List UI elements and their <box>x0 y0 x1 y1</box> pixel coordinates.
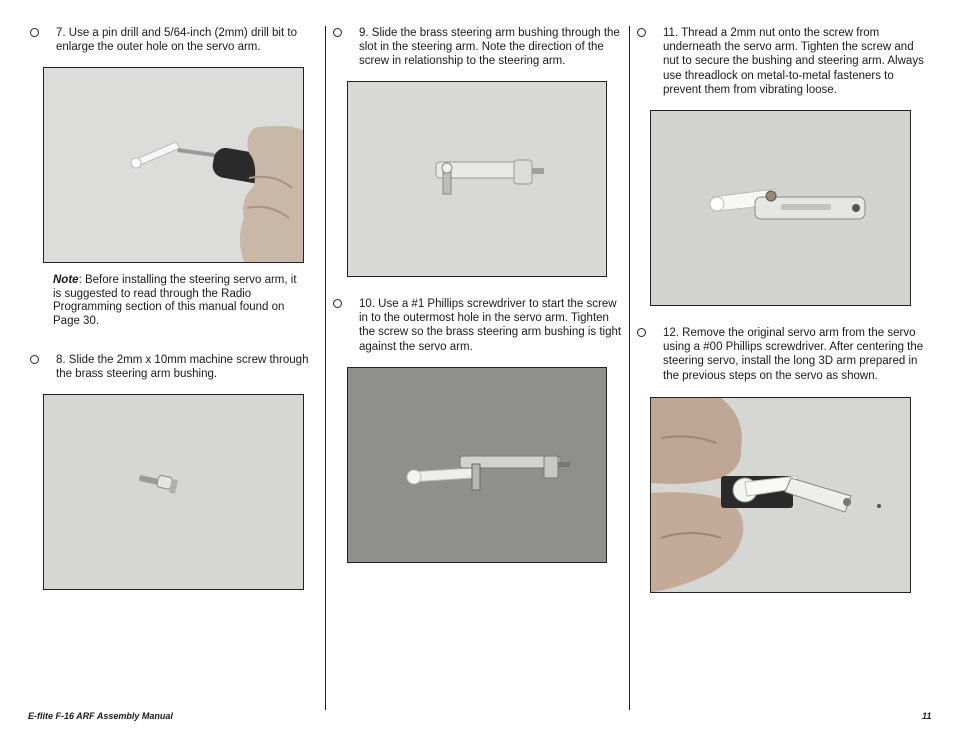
footer-page-number: 11 <box>922 711 932 721</box>
note-body: : Before installing the steering servo arm, it is suggested to read through the Radio Programming section of this manual found on Page 30. <box>53 274 297 327</box>
checkbox-circle-icon <box>30 28 39 37</box>
step-9-photo <box>347 81 607 277</box>
step-7-photo <box>43 67 304 263</box>
step-10-photo <box>347 367 607 563</box>
column-divider-left <box>325 26 326 710</box>
servo-installed-photo-illustration <box>651 398 910 592</box>
step-8-text: 8. Slide the 2mm x 10mm machine screw through the brass steering arm bushing. <box>56 354 309 381</box>
bushing-photo-illustration <box>44 395 303 589</box>
step-11-photo <box>650 110 911 306</box>
step-9-text: 9. Slide the brass steering arm bushing through the slot in the steering arm. Note the direction of the screw in relationship to the steering arm. <box>359 27 620 68</box>
servo-arm-assembly-photo-illustration <box>348 368 606 562</box>
checkbox-circle-icon <box>30 355 39 364</box>
note-label: Note <box>53 274 79 286</box>
checkbox-circle-icon <box>333 28 342 37</box>
checkbox-circle-icon <box>637 28 646 37</box>
step-7-text: 7. Use a pin drill and 5/64-inch (2mm) drill bit to enlarge the outer hole on the servo arm. <box>56 27 297 54</box>
nut-fastened-photo-illustration <box>651 111 910 305</box>
step-12-text: 12. Remove the original servo arm from the servo using a #00 Phillips screwdriver. After centering the steering servo, install the long 3D arm prepared in the previous steps on the servo as shown. <box>663 327 924 382</box>
checkbox-circle-icon <box>333 299 342 308</box>
column-divider-right <box>629 26 630 710</box>
note-text <box>53 274 298 328</box>
checkbox-circle-icon <box>637 328 646 337</box>
step-8-photo <box>43 394 304 590</box>
step-12-photo <box>650 397 911 593</box>
step-10-text: 10. Use a #1 Phillips screwdriver to start the screw in to the outermost hole in the servo arm. Tighten the screw so the brass steering arm bushing is tight against the servo arm. <box>359 298 622 353</box>
steering-arm-photo-illustration <box>348 82 606 276</box>
step-11-text: 11. Thread a 2mm nut onto the screw from underneath the servo arm. Tighten the screw and nut to secure the bushing and steering arm. Always use threadlock on metal-to-metal fasteners to prevent them from vibrating loose. <box>663 27 924 96</box>
footer-manual-title: E-flite F-16 ARF Assembly Manual <box>28 711 173 721</box>
drill-photo-illustration <box>44 68 303 262</box>
